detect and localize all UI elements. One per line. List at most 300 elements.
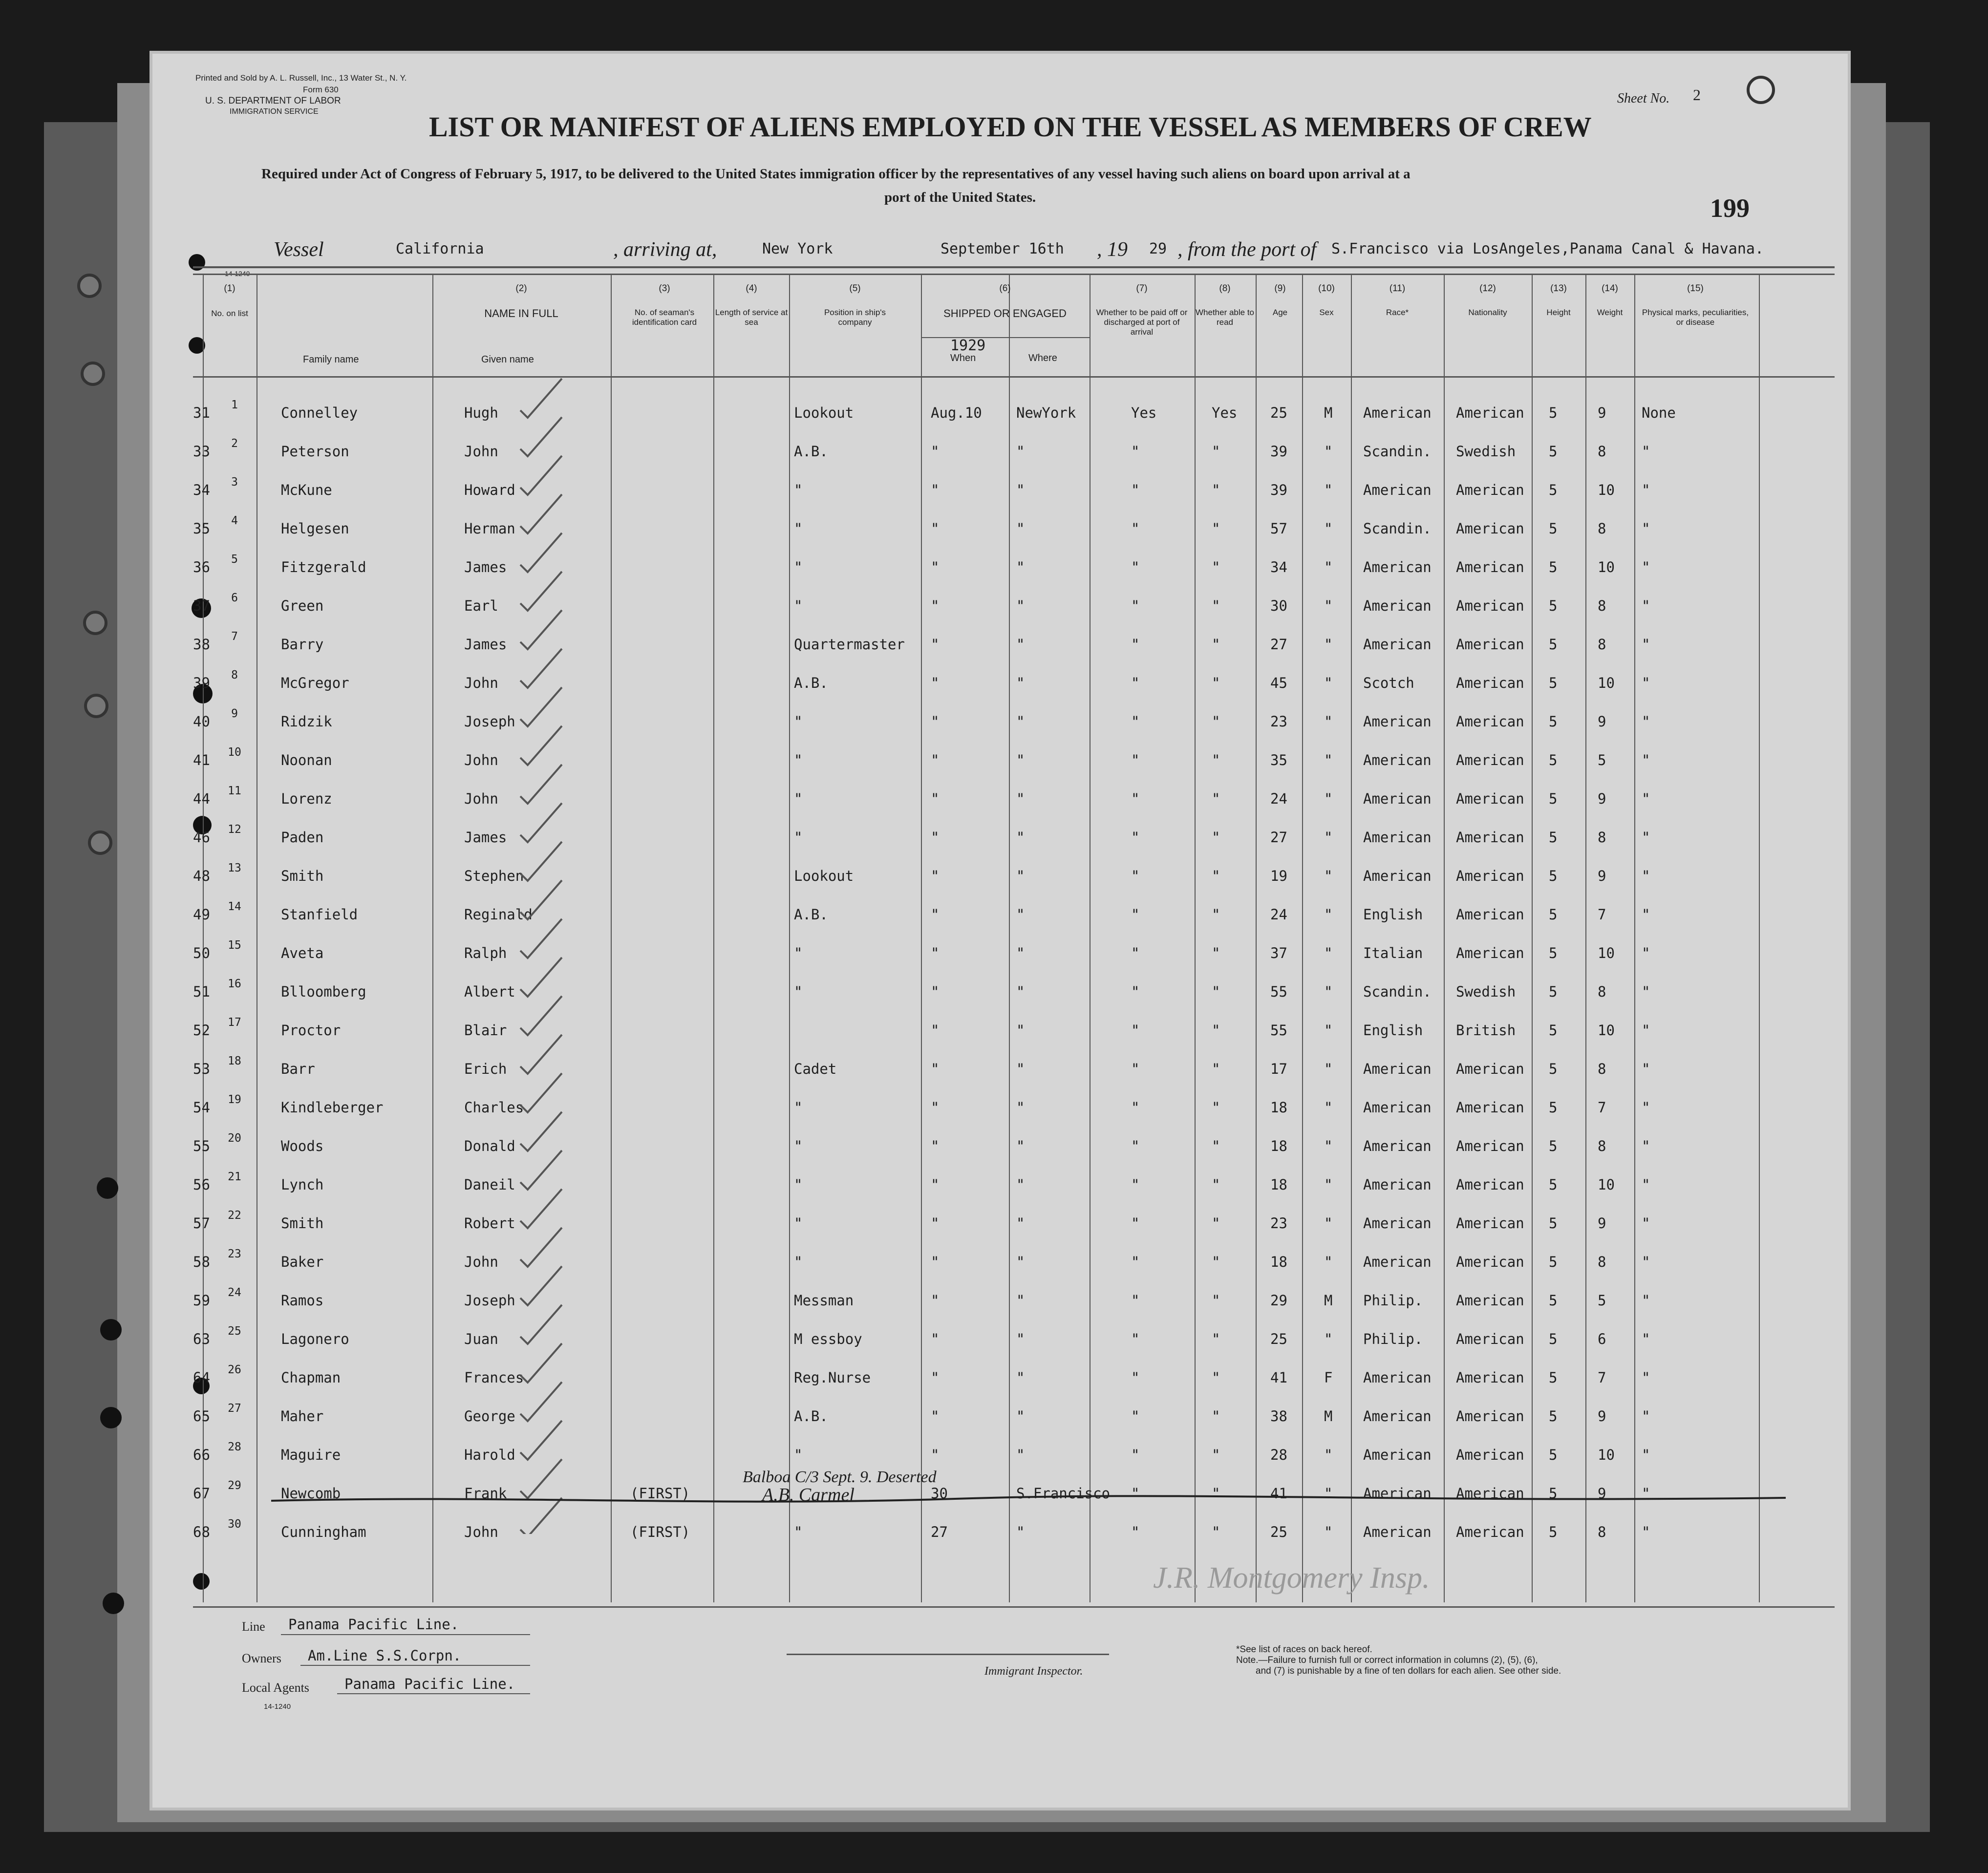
position: M essboy: [794, 1331, 862, 1347]
year-suffix: 29: [1149, 240, 1167, 257]
family-name: Stanfield: [281, 906, 358, 923]
nationality: American: [1456, 636, 1524, 653]
sheet-number: 2: [1693, 86, 1701, 104]
family-name: Barry: [281, 636, 324, 653]
weight: 8: [1598, 1061, 1606, 1077]
physical-marks: ": [1642, 906, 1650, 923]
nationality: American: [1456, 829, 1524, 846]
list-number: 18: [228, 1055, 241, 1067]
paid-off: ": [1131, 1408, 1140, 1425]
age: 37: [1270, 945, 1287, 961]
physical-marks: ": [1642, 945, 1650, 961]
given-name: James: [464, 559, 507, 575]
shipped-where: ": [1016, 1215, 1025, 1232]
check-mark-icon: [520, 1189, 562, 1228]
height: 5: [1549, 404, 1558, 421]
height: 5: [1549, 1176, 1558, 1193]
sex: ": [1324, 597, 1333, 614]
column-rule: [1009, 274, 1010, 1602]
shipped-where: S.Francisco: [1016, 1485, 1111, 1502]
physical-marks: ": [1642, 1408, 1650, 1425]
given-name: Stephen: [464, 868, 524, 884]
position: ": [794, 945, 803, 961]
form-code-bottom: 14-1240: [264, 1703, 291, 1711]
family-name: McKune: [281, 482, 332, 498]
age: 30: [1270, 597, 1287, 614]
shipped-when: ": [931, 829, 940, 846]
height: 5: [1549, 443, 1558, 460]
given-name: Reginald: [464, 906, 533, 923]
sex: ": [1324, 713, 1333, 730]
shipped-where: ": [1016, 1292, 1025, 1309]
physical-marks: None: [1642, 404, 1676, 421]
column-header: Physical marks, peculiarities, or disease: [1642, 308, 1749, 327]
shipped-when: 30: [931, 1485, 948, 1502]
column-number: (2): [515, 283, 527, 294]
column-number: (14): [1602, 283, 1618, 294]
column-rule: [1351, 274, 1352, 1602]
column-rule: [1759, 274, 1760, 1602]
age: 18: [1270, 1099, 1287, 1116]
shipped-where: ": [1016, 636, 1025, 653]
age: 35: [1270, 752, 1287, 768]
physical-marks: ": [1642, 520, 1650, 537]
shipped-when: ": [931, 1215, 940, 1232]
family-name: Baker: [281, 1254, 324, 1270]
shipped-where: ": [1016, 1408, 1025, 1425]
shipped-where: ": [1016, 1254, 1025, 1270]
manifest-number: 52: [193, 1022, 210, 1039]
shipped-where: ": [1016, 868, 1025, 884]
weight: 7: [1598, 1369, 1606, 1386]
position: Messman: [794, 1292, 854, 1309]
physical-marks: ": [1642, 1369, 1650, 1386]
from-port: S.Francisco via LosAngeles,Panama Canal & Havana.: [1331, 240, 1764, 257]
manifest-number: 34: [193, 482, 210, 498]
check-mark-icon: [520, 958, 562, 997]
age: 25: [1270, 404, 1287, 421]
manifest-number: 33: [193, 443, 210, 460]
annotation-deserted: Balboa C/3 Sept. 9. Deserted: [743, 1468, 937, 1486]
when-header: When: [950, 353, 976, 363]
race: Scandin.: [1363, 983, 1432, 1000]
agents-underline: [337, 1693, 530, 1694]
age: 27: [1270, 636, 1287, 653]
age: 24: [1270, 790, 1287, 807]
race: American: [1363, 1369, 1432, 1386]
height: 5: [1549, 945, 1558, 961]
given-name: John: [464, 1524, 498, 1540]
shipped-where: ": [1016, 1176, 1025, 1193]
sex: ": [1324, 1099, 1333, 1116]
race: Scotch: [1363, 675, 1414, 691]
able-to-read: ": [1212, 1524, 1220, 1540]
arrival-date: September 16th: [941, 240, 1064, 257]
id-card: (FIRST): [630, 1485, 690, 1502]
column-header: Position in ship's company: [824, 308, 886, 327]
physical-marks: ": [1642, 790, 1650, 807]
shipped-when: ": [931, 482, 940, 498]
physical-marks: ": [1642, 752, 1650, 768]
position: Quartermaster: [794, 636, 905, 653]
shipped-where: ": [1016, 752, 1025, 768]
manifest-number: 59: [193, 1292, 210, 1309]
nationality: American: [1456, 1138, 1524, 1154]
weight: 9: [1598, 868, 1606, 884]
shipped-where: NewYork: [1016, 404, 1076, 421]
age: 39: [1270, 443, 1287, 460]
list-number: 8: [231, 669, 238, 681]
given-name: John: [464, 1254, 498, 1270]
family-name: Helgesen: [281, 520, 349, 537]
nationality: American: [1456, 1215, 1524, 1232]
race: American: [1363, 790, 1432, 807]
manifest-number: 50: [193, 945, 210, 961]
check-mark-icon: [520, 1305, 562, 1344]
able-to-read: ": [1212, 1138, 1220, 1154]
weight: 10: [1598, 559, 1615, 575]
list-number: 3: [231, 476, 238, 489]
column-rule: [1256, 274, 1257, 1602]
race: American: [1363, 829, 1432, 846]
line-label: Line: [242, 1619, 265, 1634]
printer-line: Printed and Sold by A. L. Russell, Inc., 13 Water St., N. Y.: [195, 73, 407, 83]
height: 5: [1549, 1447, 1558, 1463]
shipped-where: ": [1016, 829, 1025, 846]
manifest-number: 67: [193, 1485, 210, 1502]
weight: 10: [1598, 675, 1615, 691]
shipped-where: ": [1016, 1524, 1025, 1540]
position: ": [794, 1524, 803, 1540]
given-name: Blair: [464, 1022, 507, 1039]
given-name: Donald: [464, 1138, 515, 1154]
punch-hole-icon: [88, 830, 112, 855]
age: 27: [1270, 829, 1287, 846]
position: ": [794, 1254, 803, 1270]
able-to-read: ": [1212, 945, 1220, 961]
age: 41: [1270, 1485, 1287, 1502]
race: American: [1363, 404, 1432, 421]
given-name: John: [464, 790, 498, 807]
inspector-line: [787, 1654, 1109, 1655]
weight: 5: [1598, 1292, 1606, 1309]
list-number: 6: [231, 592, 238, 604]
height: 5: [1549, 1061, 1558, 1077]
paid-off: ": [1131, 790, 1140, 807]
race: Italian: [1363, 945, 1423, 961]
document-title: LIST OR MANIFEST OF ALIENS EMPLOYED ON THE VESSEL AS MEMBERS OF CREW: [429, 111, 1592, 143]
shipped-when: ": [931, 983, 940, 1000]
shipped-when: ": [931, 597, 940, 614]
list-number: 16: [228, 978, 241, 990]
able-to-read: ": [1212, 1447, 1220, 1463]
strike-through-line: [271, 1490, 1786, 1510]
weight: 7: [1598, 906, 1606, 923]
list-number: 22: [228, 1209, 241, 1222]
nationality: American: [1456, 1099, 1524, 1116]
able-to-read: ": [1212, 1215, 1220, 1232]
punch-hole-icon: [1747, 76, 1775, 104]
paid-off: ": [1131, 906, 1140, 923]
nationality: Swedish: [1456, 443, 1516, 460]
punch-hole-icon: [84, 694, 108, 718]
list-number: 23: [228, 1248, 241, 1260]
list-number: 28: [228, 1441, 241, 1453]
weight: 9: [1598, 1215, 1606, 1232]
family-name: Blloomberg: [281, 983, 366, 1000]
height: 5: [1549, 868, 1558, 884]
check-mark-icon: [520, 572, 562, 611]
manifest-number: 68: [193, 1524, 210, 1540]
family-name: Connelley: [281, 404, 358, 421]
weight: 10: [1598, 945, 1615, 961]
column-number: (1): [224, 283, 235, 294]
paid-off: ": [1131, 1138, 1140, 1154]
able-to-read: ": [1212, 559, 1220, 575]
column-rule: [921, 274, 922, 1602]
manifest-number: 58: [193, 1254, 210, 1270]
shipped-where: ": [1016, 906, 1025, 923]
given-name: Howard: [464, 482, 515, 498]
race: American: [1363, 1254, 1432, 1270]
shipped-when: ": [931, 1022, 940, 1039]
position: Cadet: [794, 1061, 837, 1077]
able-to-read: ": [1212, 983, 1220, 1000]
manifest-number: 38: [193, 636, 210, 653]
physical-marks: ": [1642, 1331, 1650, 1347]
weight: 8: [1598, 1138, 1606, 1154]
subtitle-line-1: Required under Act of Congress of February 5, 1917, to be delivered to the United States immigration officer by the representatives of any vessel having such aliens on board upon arrival at a: [261, 166, 1411, 182]
given-name: Juan: [464, 1331, 498, 1347]
position: Lookout: [794, 868, 854, 884]
shipped-year: 1929: [950, 337, 986, 354]
shipped-when: ": [931, 1099, 940, 1116]
race: American: [1363, 559, 1432, 575]
check-mark-icon: [520, 880, 562, 919]
list-number: 4: [231, 514, 238, 527]
family-name: Lynch: [281, 1176, 324, 1193]
family-name: Lagonero: [281, 1331, 349, 1347]
position: ": [794, 520, 803, 537]
manifest-number: 35: [193, 520, 210, 537]
shipped-when: ": [931, 713, 940, 730]
paid-off: ": [1131, 482, 1140, 498]
column-header: No. on list: [211, 309, 248, 318]
age: 17: [1270, 1061, 1287, 1077]
nationality: American: [1456, 945, 1524, 961]
check-mark-icon: [520, 726, 562, 765]
race: Scandin.: [1363, 443, 1432, 460]
list-number: 5: [231, 553, 238, 566]
race: American: [1363, 1485, 1432, 1502]
column-header: Sex: [1319, 308, 1334, 317]
race: American: [1363, 713, 1432, 730]
nationality: Swedish: [1456, 983, 1516, 1000]
height: 5: [1549, 597, 1558, 614]
position: ": [794, 1099, 803, 1116]
age: 57: [1270, 520, 1287, 537]
height: 5: [1549, 1485, 1558, 1502]
weight: 10: [1598, 1447, 1615, 1463]
sex: ": [1324, 1331, 1333, 1347]
height: 5: [1549, 983, 1558, 1000]
height: 5: [1549, 829, 1558, 846]
family-name: Newcomb: [281, 1485, 341, 1502]
shipped-when: ": [931, 1176, 940, 1193]
race: American: [1363, 1408, 1432, 1425]
column-header: No. of seaman's identification card: [632, 308, 697, 327]
position: ": [794, 482, 803, 498]
able-to-read: ": [1212, 1022, 1220, 1039]
shipped-when: ": [931, 752, 940, 768]
height: 5: [1549, 1254, 1558, 1270]
family-name-header: Family name: [303, 354, 359, 365]
sex: ": [1324, 636, 1333, 653]
family-name: Maguire: [281, 1447, 341, 1463]
able-to-read: ": [1212, 1331, 1220, 1347]
height: 5: [1549, 790, 1558, 807]
year-prefix: , 19: [1097, 238, 1128, 261]
age: 18: [1270, 1138, 1287, 1154]
able-to-read: ": [1212, 906, 1220, 923]
shipped-when: ": [931, 1138, 940, 1154]
shipped-when: Aug.10: [931, 404, 982, 421]
paid-off: ": [1131, 443, 1140, 460]
physical-marks: ": [1642, 1022, 1650, 1039]
column-header: Age: [1272, 308, 1288, 317]
position: Reg.Nurse: [794, 1369, 871, 1386]
physical-marks: ": [1642, 868, 1650, 884]
check-mark-icon: [520, 842, 562, 881]
list-number: 9: [231, 707, 238, 720]
family-name: Noonan: [281, 752, 332, 768]
height: 5: [1549, 1138, 1558, 1154]
from-label: , from the port of: [1177, 238, 1317, 261]
paid-off: ": [1131, 597, 1140, 614]
check-mark-icon: [520, 533, 562, 572]
height: 5: [1549, 1408, 1558, 1425]
column-number: (10): [1318, 283, 1335, 294]
paid-off: ": [1131, 1061, 1140, 1077]
given-name: Joseph: [464, 713, 515, 730]
nationality: American: [1456, 1176, 1524, 1193]
weight: 7: [1598, 1099, 1606, 1116]
given-name: John: [464, 752, 498, 768]
shipped-when: ": [931, 1331, 940, 1347]
sex: ": [1324, 1485, 1333, 1502]
punch-hole-icon: [193, 1573, 210, 1590]
able-to-read: ": [1212, 868, 1220, 884]
column-header: Race*: [1386, 308, 1409, 317]
given-name: James: [464, 636, 507, 653]
weight: 9: [1598, 1408, 1606, 1425]
manifest-number: 56: [193, 1176, 210, 1193]
family-name: Green: [281, 597, 324, 614]
shipped-when: ": [931, 1408, 940, 1425]
column-number: (3): [659, 283, 670, 294]
manifest-number: 31: [193, 404, 210, 421]
sex: M: [1324, 1408, 1333, 1425]
sex: ": [1324, 1524, 1333, 1540]
voyage-rule: [193, 266, 1835, 268]
sex: ": [1324, 1138, 1333, 1154]
weight: 10: [1598, 1176, 1615, 1193]
position: ": [794, 983, 803, 1000]
race: American: [1363, 597, 1432, 614]
manifest-number: 65: [193, 1408, 210, 1425]
weight: 9: [1598, 1485, 1606, 1502]
able-to-read: ": [1212, 636, 1220, 653]
sex: ": [1324, 829, 1333, 846]
nationality: American: [1456, 1485, 1524, 1502]
nationality: American: [1456, 1331, 1524, 1347]
arriving-port: New York: [762, 240, 833, 257]
position: ": [794, 559, 803, 575]
nationality: American: [1456, 1254, 1524, 1270]
punch-hole-icon: [100, 1319, 122, 1341]
sex: ": [1324, 1176, 1333, 1193]
list-number: 26: [228, 1363, 241, 1376]
column-header: Whether to be paid off or discharged at port of arrival: [1096, 308, 1188, 337]
list-number: 25: [228, 1325, 241, 1338]
height: 5: [1549, 1022, 1558, 1039]
sex: F: [1324, 1369, 1333, 1386]
race: American: [1363, 1099, 1432, 1116]
weight: 8: [1598, 983, 1606, 1000]
arriving-label: , arriving at,: [613, 238, 717, 261]
paid-off: ": [1131, 868, 1140, 884]
shipped-where: ": [1016, 983, 1025, 1000]
given-name: Charles: [464, 1099, 524, 1116]
sex: M: [1324, 1292, 1333, 1309]
race: American: [1363, 1524, 1432, 1540]
sex: ": [1324, 1254, 1333, 1270]
position: A.B.: [794, 906, 828, 923]
check-mark-icon: [520, 1112, 562, 1151]
able-to-read: ": [1212, 443, 1220, 460]
physical-marks: ": [1642, 636, 1650, 653]
family-name: McGregor: [281, 675, 349, 691]
list-number: 27: [228, 1402, 241, 1415]
sex: ": [1324, 559, 1333, 575]
physical-marks: ": [1642, 1524, 1650, 1540]
manifest-number: 66: [193, 1447, 210, 1463]
physical-marks: ": [1642, 1447, 1650, 1463]
physical-marks: ": [1642, 675, 1650, 691]
paid-off: ": [1131, 1176, 1140, 1193]
given-name-header: Given name: [481, 354, 534, 365]
where-header: Where: [1028, 353, 1057, 363]
able-to-read: Yes: [1212, 404, 1238, 421]
check-mark-icon: [520, 1228, 562, 1267]
height: 5: [1549, 559, 1558, 575]
family-name: Woods: [281, 1138, 324, 1154]
able-to-read: ": [1212, 675, 1220, 691]
line-underline: [281, 1634, 530, 1635]
nationality: American: [1456, 868, 1524, 884]
sex: ": [1324, 983, 1333, 1000]
check-mark-icon: [520, 1150, 562, 1190]
annotation-ab: A.B. Carmel: [762, 1485, 855, 1505]
shipped-where: ": [1016, 790, 1025, 807]
list-number: 30: [228, 1518, 241, 1531]
weight: 10: [1598, 482, 1615, 498]
position: A.B.: [794, 1408, 828, 1425]
race: American: [1363, 1061, 1432, 1077]
physical-marks: ": [1642, 559, 1650, 575]
list-number: 13: [228, 862, 241, 874]
shipped-where: ": [1016, 1331, 1025, 1347]
